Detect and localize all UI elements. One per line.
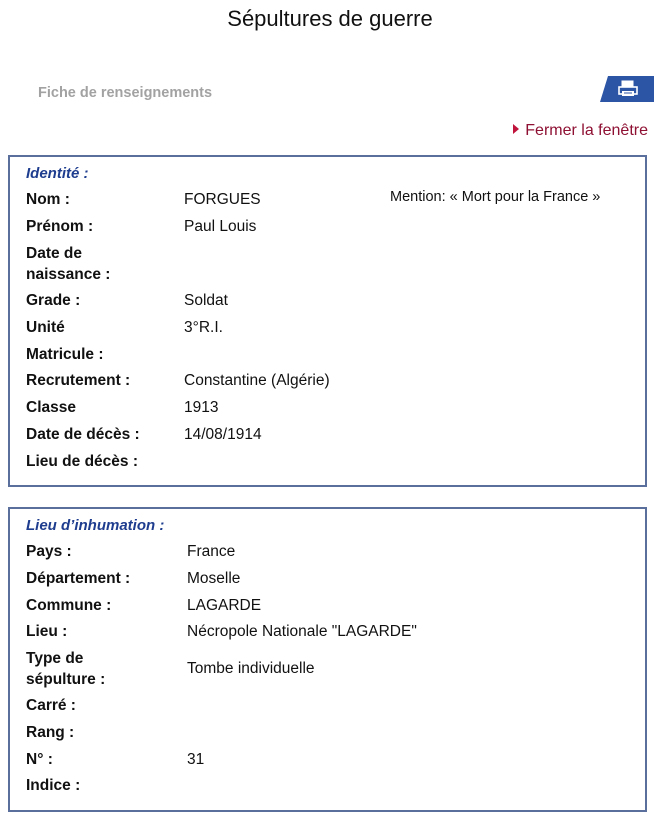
- recrutement-value: Constantine (Algérie): [184, 372, 330, 389]
- identity-heading: Identité :: [26, 165, 89, 182]
- mention-text: Mention: « Mort pour la France »: [390, 189, 601, 205]
- departement-value: Moselle: [187, 570, 241, 587]
- deces-lieu-label: Lieu de décès :: [26, 453, 138, 470]
- deces-date-label: Date de décès :: [26, 426, 140, 443]
- triangle-right-icon: [513, 124, 519, 134]
- grade-label: Grade :: [26, 292, 81, 309]
- classe-value: 1913: [184, 399, 219, 416]
- rang-label: Rang :: [26, 724, 75, 741]
- indice-label: Indice :: [26, 777, 81, 794]
- naissance-label-line1: Date de: [26, 245, 82, 262]
- departement-label: Département :: [26, 570, 131, 587]
- type-sepulture-label-line1: Type de: [26, 650, 84, 667]
- lieu-label: Lieu :: [26, 623, 68, 640]
- burial-panel: [8, 507, 647, 812]
- recrutement-label: Recrutement :: [26, 372, 131, 389]
- deces-date-value: 14/08/1914: [184, 426, 262, 443]
- lieu-value: Nécropole Nationale "LAGARDE": [187, 623, 417, 640]
- page-title: Sépultures de guerre: [227, 6, 433, 31]
- type-sepulture-label-line2: sépulture :: [26, 671, 106, 688]
- numero-label: N° :: [26, 751, 53, 768]
- carre-label: Carré :: [26, 697, 76, 714]
- grade-value: Soldat: [184, 292, 228, 309]
- commune-value: LAGARDE: [187, 597, 262, 614]
- identity-panel: [8, 155, 647, 487]
- unite-label: Unité: [26, 319, 65, 336]
- numero-value: 31: [187, 751, 205, 768]
- classe-label: Classe: [26, 399, 76, 416]
- prenom-label: Prénom :: [26, 218, 94, 235]
- pays-value: France: [187, 543, 236, 560]
- unite-value: 3°R.I.: [184, 319, 223, 336]
- close-window-label: Fermer la fenêtre: [525, 122, 648, 139]
- pays-label: Pays :: [26, 543, 72, 560]
- nom-label: Nom :: [26, 191, 70, 208]
- burial-heading: Lieu d’inhumation :: [26, 517, 165, 534]
- print-button[interactable]: [600, 76, 654, 102]
- print-icon: [617, 80, 639, 98]
- matricule-label: Matricule :: [26, 346, 104, 363]
- close-window-link[interactable]: [513, 122, 648, 140]
- naissance-label-line2: naissance :: [26, 266, 111, 283]
- nom-value: FORGUES: [184, 191, 261, 208]
- type-sepulture-value: Tombe individuelle: [187, 660, 315, 677]
- prenom-value: Paul Louis: [184, 218, 257, 235]
- commune-label: Commune :: [26, 597, 112, 614]
- page-subtitle: Fiche de renseignements: [38, 85, 213, 101]
